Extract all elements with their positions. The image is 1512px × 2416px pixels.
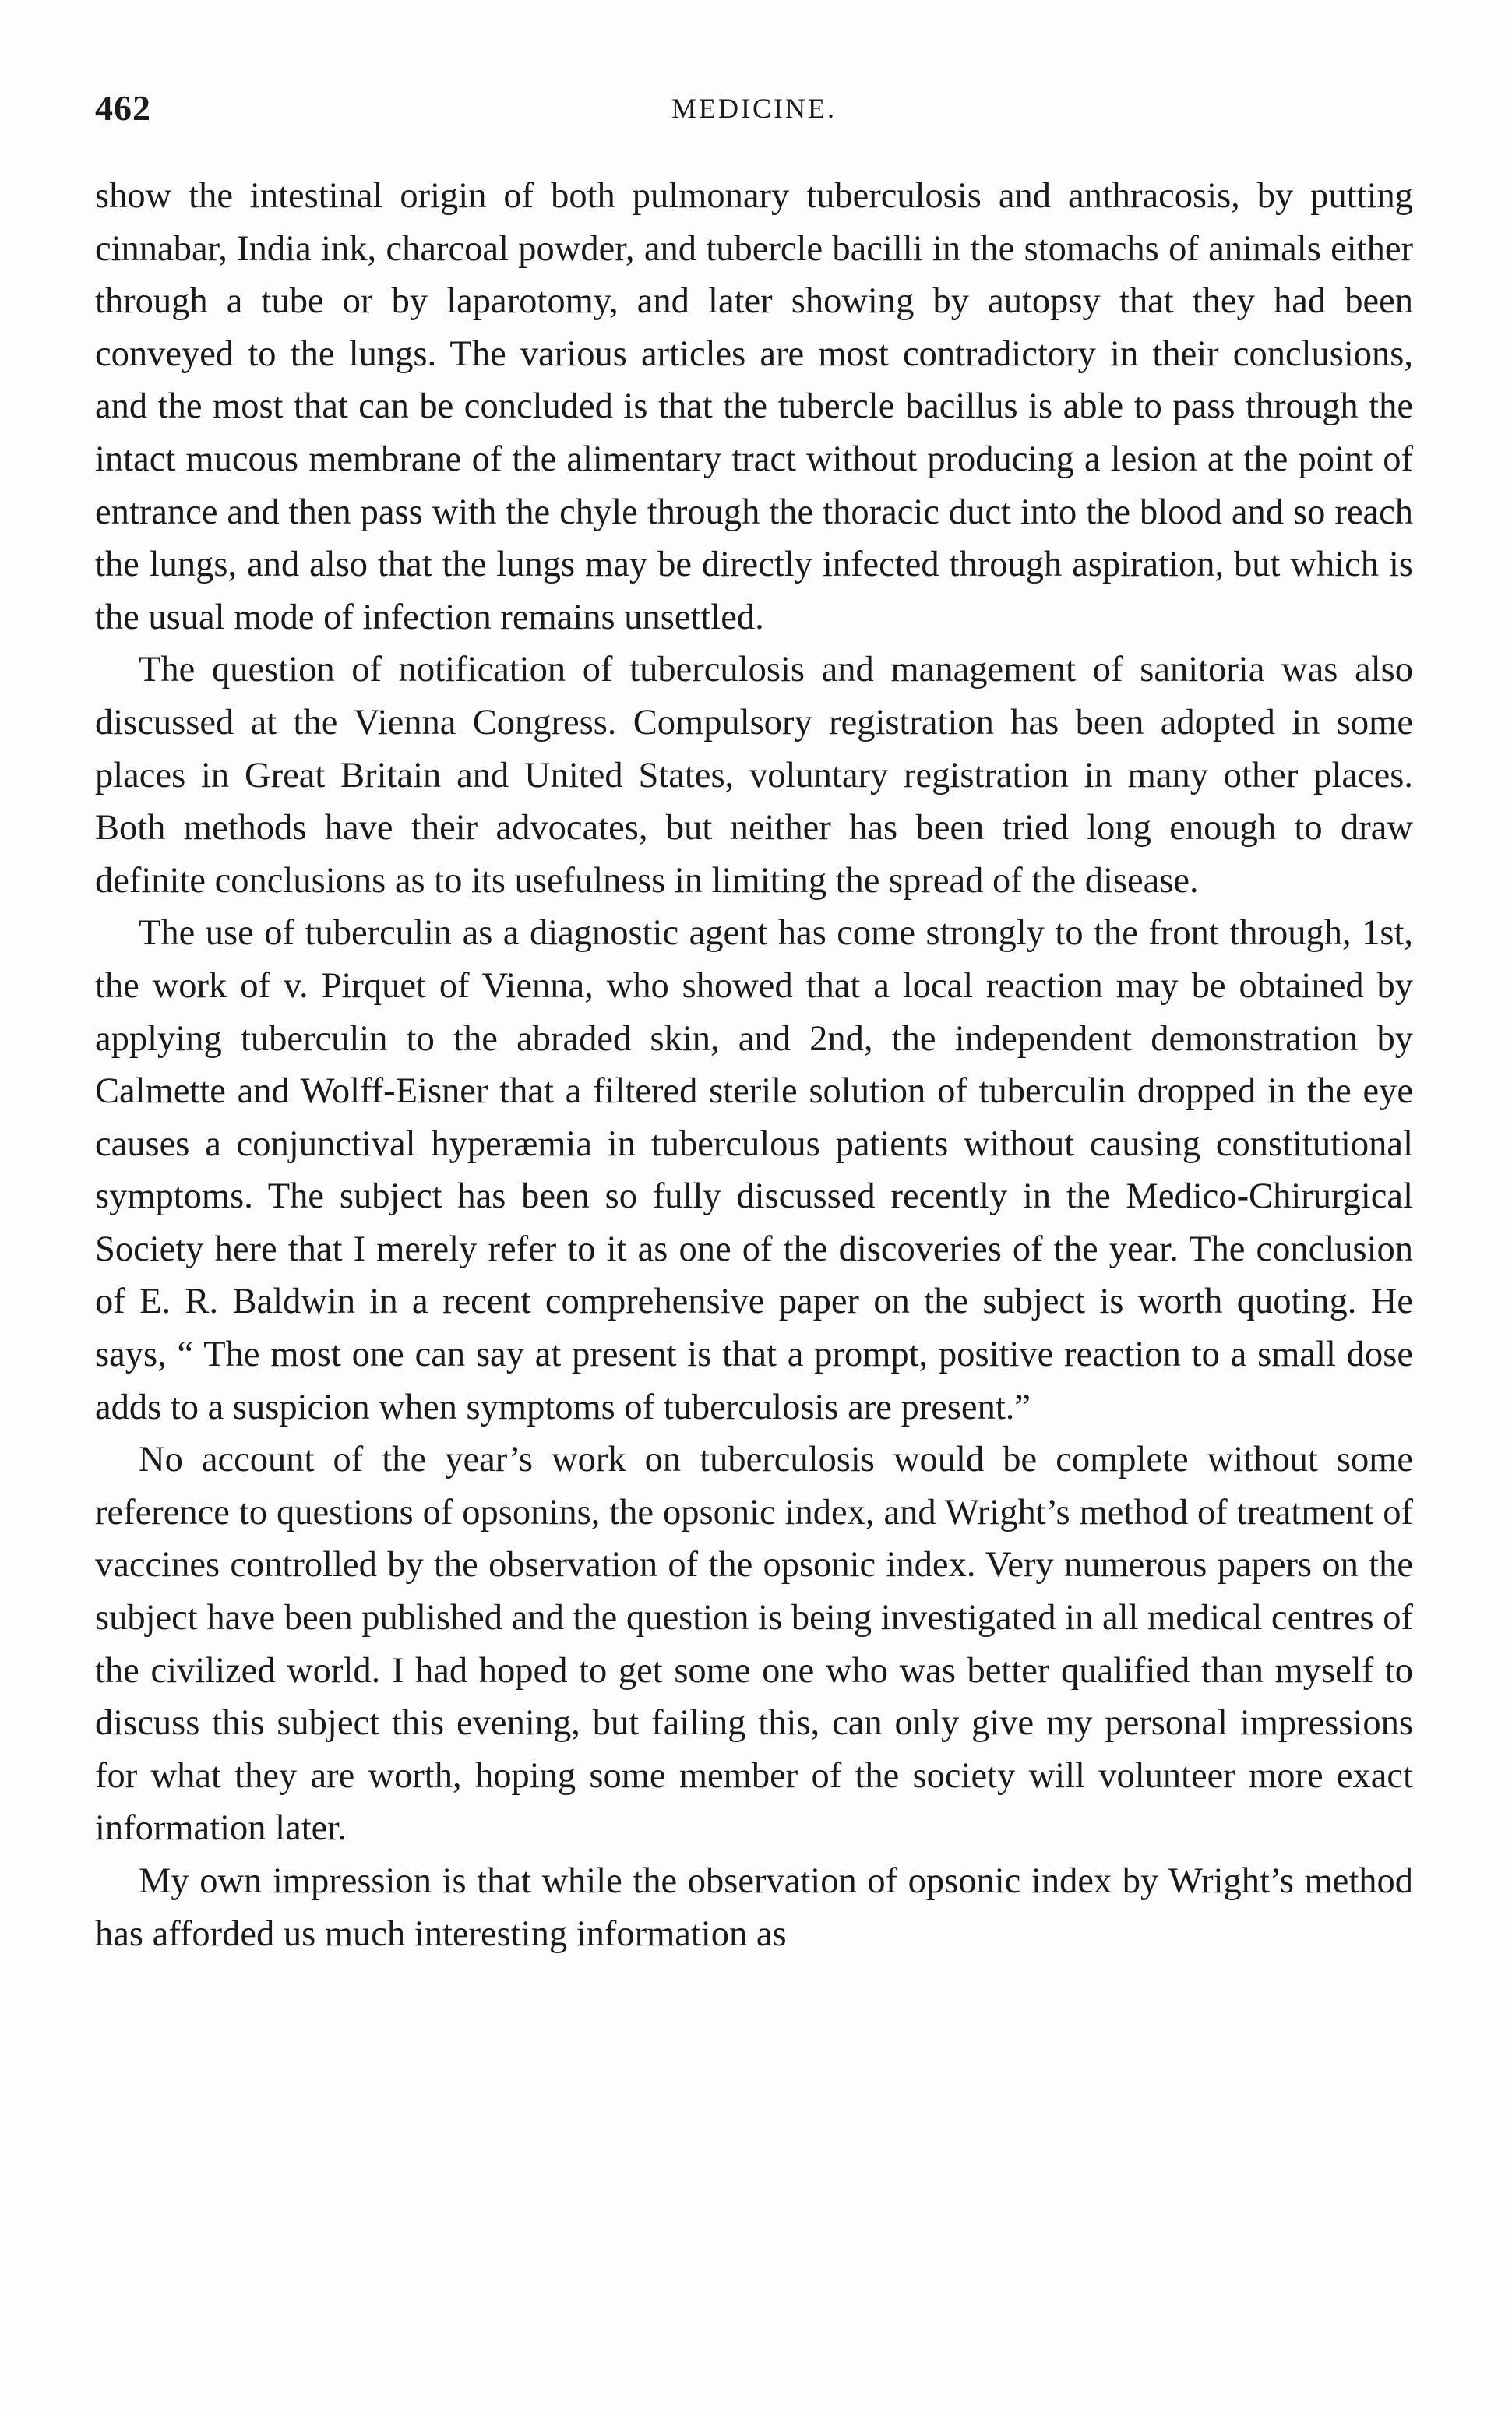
body-text bbox=[95, 170, 1413, 1960]
paragraph-own-impression: My own impression is that while the observation of opsonic index by Wright’s method has afforded us much interesting information as bbox=[95, 1861, 1413, 1954]
running-head bbox=[95, 87, 1413, 134]
paragraph-intestinal-origin: show the intestinal origin of both pulmonary tuberculosis and anthracosis, by putting cinnabar, India ink, charcoal powder, and tubercle bacilli in the stomachs of animals either through a tube or by laparotomy, and later showing by autopsy that they had been conveyed to the lungs. The various articles are most contradictory in their conclusions, and the most that can be concluded is that the tubercle bacillus is able to pass through the intact mucous membrane of the alimentary tract without producing a lesion at the point of entrance and then pass with the chyle through the thoracic duct into the blood and so reach the lungs, and also that the lungs may be directly infected through aspiration, but which is the usual mode of infection remains unsettled. bbox=[95, 176, 1413, 637]
running-title: MEDICINE. bbox=[671, 93, 837, 124]
paragraph-tuberculin-diagnosis: The use of tuberculin as a diagnostic agent has come strongly to the front through, 1st, the work of v. Pirquet of Vienna, who showed that a local reaction may be obtained by applying tuberculin to the abraded skin, and 2nd, the independent demonstration by Calmette and Wolff-Eisner that a filtered sterile solution of tuberculin dropped in the eye causes a conjunctival hyperæmia in tuberculous patients without causing constitutional symptoms. The subject has been so fully discussed recently in the Medico-Chirurgical Society here that I merely refer to it as one of the discoveries of the year. The conclusion of E. R. Baldwin in a recent comprehensive paper on the subject is worth quoting. He says, “ The most one can say at present is that a prompt, positive reaction to a small dose adds to a suspicion when symptoms of tuberculosis are present.” bbox=[95, 913, 1413, 1427]
page-number: 462 bbox=[95, 88, 151, 128]
paragraph-notification: The question of notification of tuberculosis and management of sanitoria was also discussed at the Vienna Congress. Compulsory registration has been adopted in some places in Great Britain and United States, voluntary registration in many other places. Both methods have their advocates, but neither has been tried long enough to draw definite conclusions as to its usefulness in limiting the spread of the disease. bbox=[95, 650, 1413, 901]
paragraph-opsonins: No account of the year’s work on tuberculosis would be complete without some reference to questions of opsonins, the opsonic index, and Wright’s method of treatment of vaccines controlled by the observation of the opsonic index. Very numerous papers on the subject have been published and the question is being investigated in all medical centres of the civilized world. I had hoped to get some one who was better qualified than myself to discuss this subject this evening, but failing this, can only give my personal impressions for what they are worth, hoping some member of the society will volunteer more exact information later. bbox=[95, 1440, 1413, 1849]
